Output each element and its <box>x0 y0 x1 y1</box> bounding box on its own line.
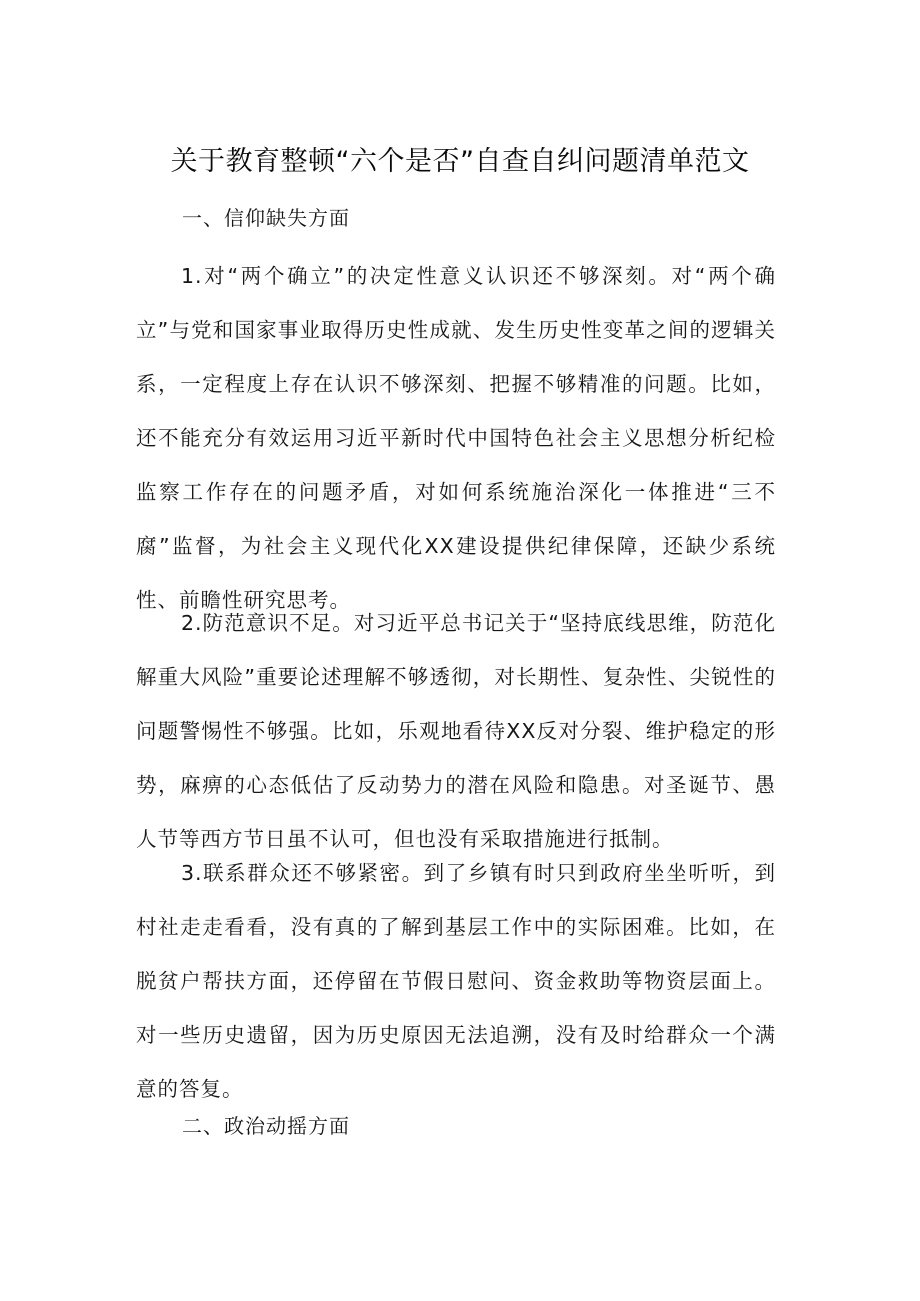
paragraph-item-3: 3.联系群众还不够紧密。到了乡镇有时只到政府坐坐听听，到村社走走看看，没有真的了解到基层工作中的实际困难。比如，在脱贫户帮扶方面，还停留在节假日慰问、资金救助等物资层面上。对一些历史遗留，因为历史原因无法追溯，没有及时给群众一个满意的答复。 <box>136 861 776 1101</box>
section-heading-politics: 二、政治动摇方面 <box>182 1114 350 1138</box>
paragraph-item-1: 1.对“两个确立”的决定性意义认识还不够深刻。对“两个确立”与党和国家事业取得历史性成就、发生历史性变革之间的逻辑关系，一定程度上存在认识不够深刻、把握不够精准的问题。比如，还不能充分有效运用习近平新时代中国特色社会主义思想分析纪检监察工作存在的问题矛盾，对如何系统施治深化一体推进“三不腐”监督，为社会主义现代化XX建设提供纪律保障，还缺少系统性、前瞻性研究思考。 <box>136 264 776 612</box>
paragraph-item-2: 2.防范意识不足。对习近平总书记关于“坚持底线思维，防范化解重大风险”重要论述理解不够透彻，对长期性、复杂性、尖锐性的问题警惕性不够强。比如，乐观地看待XX反对分裂、维护稳定的形势，麻痹的心态低估了反动势力的潜在风险和隐患。对圣诞节、愚人节等西方节日虽不认可，但也没有采取措施进行抵制。 <box>136 611 776 851</box>
section-heading-faith: 一、信仰缺失方面 <box>182 206 350 230</box>
document-title: 关于教育整顿“六个是否”自查自纠问题清单范文 <box>170 146 750 177</box>
